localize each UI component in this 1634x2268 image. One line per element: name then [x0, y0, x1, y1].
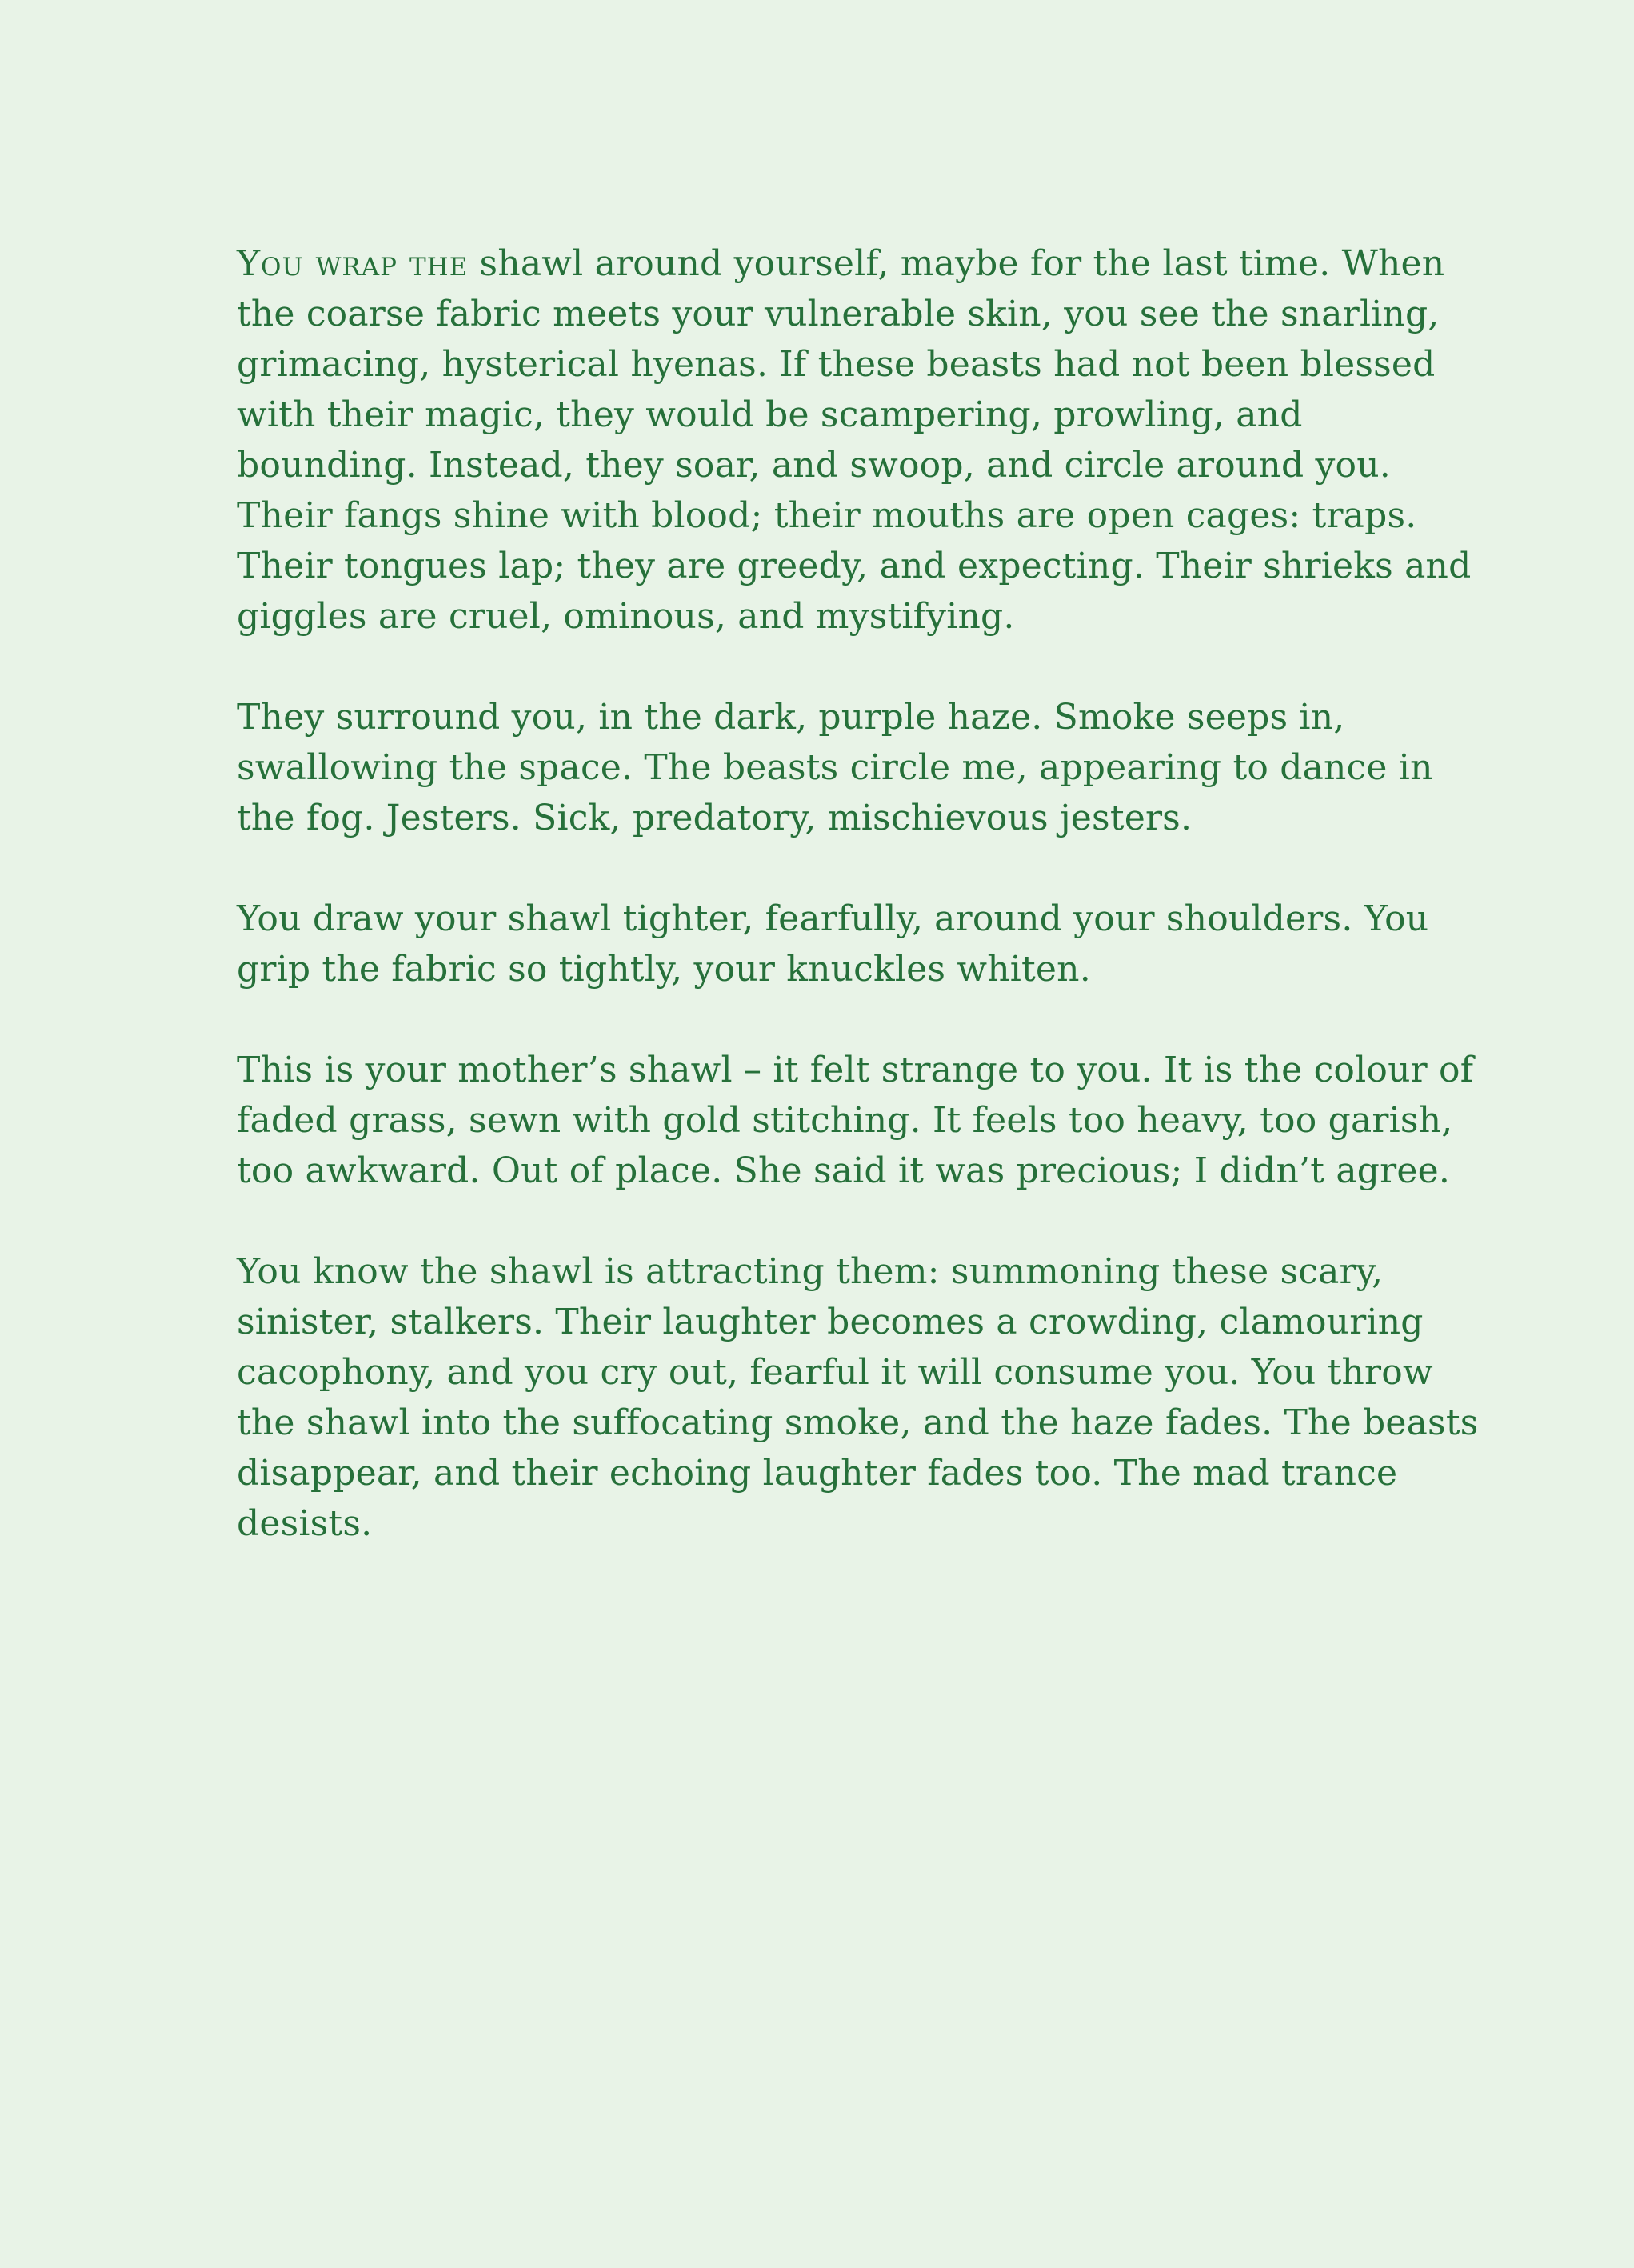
paragraph-2: They surround you, in the dark, purple haze. Smoke seeps in, swallowing the space. The beasts circle me, appearing to dance in the fog. Jesters. Sick, predatory, mischievous jesters.: [237, 697, 1433, 838]
paragraph-3: You draw your shawl tighter, fearfully, around your shoulders. You grip the fabric so tightly, your knuckles whiten.: [237, 898, 1429, 990]
lead-in-small-caps: You wrap the: [237, 243, 469, 284]
paragraph-4: This is your mother’s shawl – it felt strange to you. It is the colour of faded grass, sewn with gold stitching. It feels too heavy, too garish, too awkward. Out of place. She said it was precious; I didn’t agree.: [237, 1050, 1474, 1191]
paragraph-1-text: shawl around yourself, maybe for the last time. When the coarse fabric meets your vulnerable skin, you see the snarling, grimacing, hysterical hyenas. If these beasts had not been blessed with their magic, they would be scampering, prowling, and bounding. Instead, they soar, and swoop, and circle around you. Their fangs shine with blood; their mouths are open cages: traps. Their tongues lap; they are greedy, and expecting. Their shrieks and giggles are cruel, ominous, and mystifying.: [237, 243, 1472, 637]
paragraph-5: You know the shawl is attracting them: summoning these scary, sinister, stalkers. Their laughter becomes a crowding, clamouring cacophony, and you cry out, fearful it will consume you. You throw the shawl into the suffocating smoke, and the haze fades. The beasts disappear, and their echoing laughter fades too. The mad trance desists.: [237, 1251, 1479, 1544]
story-text: [237, 238, 1482, 1549]
paragraph-1: [237, 238, 1482, 642]
